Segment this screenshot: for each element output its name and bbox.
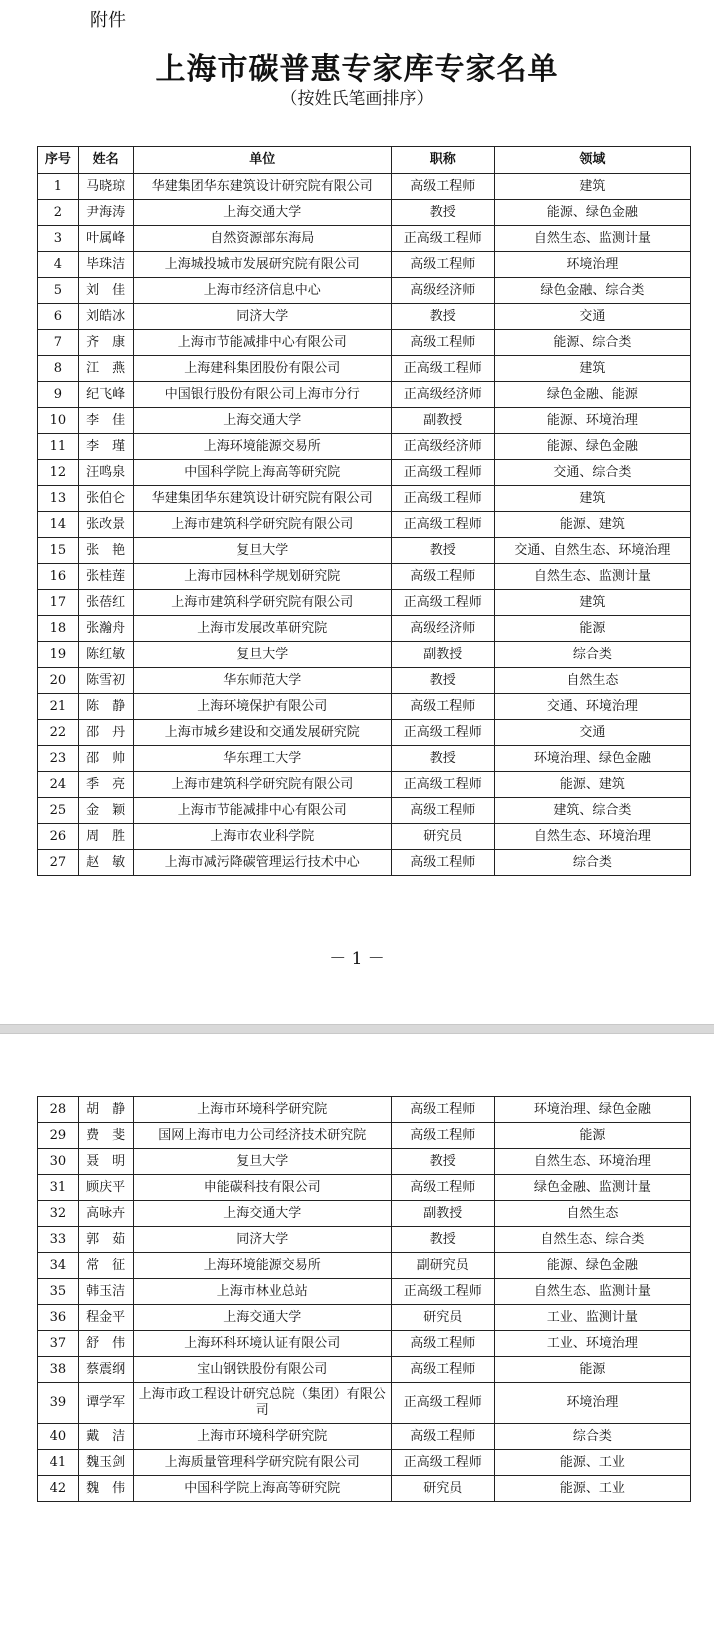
cell-field: 能源、建筑 [494, 772, 690, 798]
cell-field: 交通、综合类 [494, 460, 690, 486]
cell-org: 上海市建筑科学研究院有限公司 [133, 512, 391, 538]
cell-no: 26 [38, 824, 79, 850]
cell-title: 正高级工程师 [391, 1450, 494, 1476]
cell-no: 15 [38, 538, 79, 564]
cell-field: 能源、环境治理 [494, 408, 690, 434]
cell-field: 自然生态、环境治理 [494, 1149, 690, 1175]
table-body-page-1 [38, 174, 691, 876]
cell-name: 张瀚舟 [78, 616, 133, 642]
cell-no: 27 [38, 850, 79, 876]
cell-title: 高级工程师 [391, 1097, 494, 1123]
cell-org: 复旦大学 [133, 642, 391, 668]
cell-name: 刘 佳 [78, 278, 133, 304]
page-number: － 1 － [329, 949, 385, 969]
cell-no: 21 [38, 694, 79, 720]
cell-field: 建筑、综合类 [494, 798, 690, 824]
cell-name: 郭 茹 [78, 1227, 133, 1253]
cell-org: 上海市发展改革研究院 [133, 616, 391, 642]
cell-title: 副研究员 [391, 1253, 494, 1279]
cell-no: 5 [38, 278, 79, 304]
cell-field: 工业、环境治理 [494, 1331, 690, 1357]
cell-no: 42 [38, 1476, 79, 1502]
table-row [38, 1201, 691, 1227]
cell-title: 副教授 [391, 1201, 494, 1227]
cell-title: 正高级工程师 [391, 356, 494, 382]
cell-no: 32 [38, 1201, 79, 1227]
table-row [38, 668, 691, 694]
cell-title: 正高级工程师 [391, 590, 494, 616]
table-row [38, 460, 691, 486]
cell-field: 建筑 [494, 590, 690, 616]
cell-org: 上海建科集团股份有限公司 [133, 356, 391, 382]
cell-org: 中国银行股份有限公司上海市分行 [133, 382, 391, 408]
cell-no: 3 [38, 226, 79, 252]
cell-no: 40 [38, 1424, 79, 1450]
cell-no: 7 [38, 330, 79, 356]
cell-field: 自然生态 [494, 668, 690, 694]
table-body-page-2 [38, 1097, 691, 1502]
cell-org: 上海市环境科学研究院 [133, 1097, 391, 1123]
cell-name: 齐 康 [78, 330, 133, 356]
table-row [38, 356, 691, 382]
cell-name: 程金平 [78, 1305, 133, 1331]
cell-no: 8 [38, 356, 79, 382]
table-row [38, 174, 691, 200]
cell-title: 高级工程师 [391, 330, 494, 356]
table-row [38, 1227, 691, 1253]
cell-field: 环境治理、绿色金融 [494, 1097, 690, 1123]
cell-name: 戴 洁 [78, 1424, 133, 1450]
cell-title: 高级工程师 [391, 1357, 494, 1383]
cell-no: 20 [38, 668, 79, 694]
page-subtitle: （按姓氏笔画排序） [280, 89, 434, 109]
cell-title: 教授 [391, 746, 494, 772]
cell-no: 10 [38, 408, 79, 434]
table-row [38, 1097, 691, 1123]
table-row [38, 850, 691, 876]
table-row [38, 1450, 691, 1476]
cell-no: 11 [38, 434, 79, 460]
cell-title: 研究员 [391, 1305, 494, 1331]
cell-name: 蔡震纲 [78, 1357, 133, 1383]
expert-table-page-2 [37, 1096, 691, 1502]
cell-title: 教授 [391, 668, 494, 694]
cell-title: 正高级工程师 [391, 226, 494, 252]
cell-org: 上海市林业总站 [133, 1279, 391, 1305]
table-row [38, 1357, 691, 1383]
cell-org: 上海环科环境认证有限公司 [133, 1331, 391, 1357]
table-row [38, 226, 691, 252]
table-row [38, 772, 691, 798]
cell-field: 绿色金融、监测计量 [494, 1175, 690, 1201]
cell-org: 上海环境保护有限公司 [133, 694, 391, 720]
cell-field: 能源、绿色金融 [494, 200, 690, 226]
cell-name: 胡 静 [78, 1097, 133, 1123]
column-header-field: 领域 [494, 147, 690, 174]
cell-title: 正高级工程师 [391, 772, 494, 798]
cell-org: 上海交通大学 [133, 1305, 391, 1331]
cell-field: 综合类 [494, 642, 690, 668]
cell-no: 6 [38, 304, 79, 330]
cell-field: 能源、绿色金融 [494, 434, 690, 460]
column-header-name: 姓名 [78, 147, 133, 174]
cell-field: 交通、自然生态、环境治理 [494, 538, 690, 564]
table-row [38, 434, 691, 460]
table-row [38, 1305, 691, 1331]
cell-field: 综合类 [494, 1424, 690, 1450]
cell-name: 邵 丹 [78, 720, 133, 746]
cell-org: 国网上海市电力公司经济技术研究院 [133, 1123, 391, 1149]
cell-name: 李 瑾 [78, 434, 133, 460]
cell-field: 自然生态、监测计量 [494, 564, 690, 590]
cell-name: 谭学军 [78, 1383, 133, 1424]
table-row [38, 590, 691, 616]
table-row [38, 1175, 691, 1201]
cell-name: 魏 伟 [78, 1476, 133, 1502]
cell-field: 建筑 [494, 356, 690, 382]
table-row [38, 330, 691, 356]
cell-org: 上海市农业科学院 [133, 824, 391, 850]
table-row [38, 1331, 691, 1357]
cell-no: 31 [38, 1175, 79, 1201]
table-row [38, 746, 691, 772]
cell-name: 舒 伟 [78, 1331, 133, 1357]
cell-field: 能源、绿色金融 [494, 1253, 690, 1279]
table-row [38, 252, 691, 278]
cell-name: 刘皓冰 [78, 304, 133, 330]
cell-name: 张改景 [78, 512, 133, 538]
cell-title: 高级工程师 [391, 174, 494, 200]
table-row [38, 200, 691, 226]
table-row [38, 382, 691, 408]
cell-field: 能源 [494, 1123, 690, 1149]
cell-no: 36 [38, 1305, 79, 1331]
cell-title: 正高级工程师 [391, 512, 494, 538]
cell-title: 高级工程师 [391, 1175, 494, 1201]
cell-title: 正高级经济师 [391, 434, 494, 460]
cell-title: 高级工程师 [391, 694, 494, 720]
cell-no: 37 [38, 1331, 79, 1357]
cell-field: 能源、综合类 [494, 330, 690, 356]
cell-field: 能源、工业 [494, 1450, 690, 1476]
cell-name: 邵 帅 [78, 746, 133, 772]
expert-table-page-1 [37, 146, 691, 876]
cell-no: 35 [38, 1279, 79, 1305]
page-title: 上海市碳普惠专家库专家名单 [155, 52, 559, 87]
cell-name: 汪鸣泉 [78, 460, 133, 486]
cell-org: 上海市节能减排中心有限公司 [133, 798, 391, 824]
cell-field: 能源 [494, 1357, 690, 1383]
cell-title: 高级经济师 [391, 616, 494, 642]
cell-no: 34 [38, 1253, 79, 1279]
cell-no: 22 [38, 720, 79, 746]
table-row [38, 1123, 691, 1149]
cell-name: 马晓琼 [78, 174, 133, 200]
table-row [38, 1476, 691, 1502]
cell-name: 聂 明 [78, 1149, 133, 1175]
cell-title: 高级工程师 [391, 252, 494, 278]
cell-no: 39 [38, 1383, 79, 1424]
cell-field: 交通 [494, 720, 690, 746]
table-row [38, 486, 691, 512]
cell-no: 33 [38, 1227, 79, 1253]
cell-field: 交通、环境治理 [494, 694, 690, 720]
cell-name: 纪飞峰 [78, 382, 133, 408]
cell-org: 上海市环境科学研究院 [133, 1424, 391, 1450]
cell-no: 38 [38, 1357, 79, 1383]
table-row [38, 1279, 691, 1305]
cell-org: 同济大学 [133, 1227, 391, 1253]
table-row [38, 564, 691, 590]
cell-name: 张伯仑 [78, 486, 133, 512]
cell-title: 正高级工程师 [391, 1383, 494, 1424]
cell-field: 工业、监测计量 [494, 1305, 690, 1331]
cell-org: 同济大学 [133, 304, 391, 330]
cell-title: 正高级工程师 [391, 1279, 494, 1305]
cell-title: 研究员 [391, 1476, 494, 1502]
cell-name: 江 燕 [78, 356, 133, 382]
cell-name: 费 斐 [78, 1123, 133, 1149]
cell-org: 华建集团华东建筑设计研究院有限公司 [133, 174, 391, 200]
cell-org: 宝山钢铁股份有限公司 [133, 1357, 391, 1383]
cell-org: 上海市减污降碳管理运行技术中心 [133, 850, 391, 876]
cell-org: 自然资源部东海局 [133, 226, 391, 252]
cell-field: 建筑 [494, 174, 690, 200]
cell-field: 环境治理 [494, 1383, 690, 1424]
cell-no: 16 [38, 564, 79, 590]
cell-title: 教授 [391, 538, 494, 564]
cell-no: 41 [38, 1450, 79, 1476]
cell-no: 18 [38, 616, 79, 642]
cell-org: 上海市建筑科学研究院有限公司 [133, 590, 391, 616]
cell-title: 高级经济师 [391, 278, 494, 304]
table-row [38, 798, 691, 824]
cell-name: 常 征 [78, 1253, 133, 1279]
cell-name: 陈 静 [78, 694, 133, 720]
page-separator [0, 1024, 714, 1034]
cell-org: 复旦大学 [133, 538, 391, 564]
cell-name: 顾庆平 [78, 1175, 133, 1201]
cell-title: 教授 [391, 200, 494, 226]
table-row [38, 278, 691, 304]
cell-org: 上海交通大学 [133, 200, 391, 226]
cell-title: 正高级工程师 [391, 460, 494, 486]
cell-field: 能源、工业 [494, 1476, 690, 1502]
cell-org: 华东师范大学 [133, 668, 391, 694]
cell-org: 上海市政工程设计研究总院（集团）有限公司 [133, 1383, 391, 1424]
cell-field: 综合类 [494, 850, 690, 876]
cell-org: 上海市建筑科学研究院有限公司 [133, 772, 391, 798]
cell-no: 13 [38, 486, 79, 512]
cell-field: 绿色金融、能源 [494, 382, 690, 408]
table-row [38, 408, 691, 434]
cell-title: 教授 [391, 1149, 494, 1175]
cell-name: 陈红敏 [78, 642, 133, 668]
cell-field: 自然生态 [494, 1201, 690, 1227]
cell-field: 自然生态、环境治理 [494, 824, 690, 850]
table-row [38, 824, 691, 850]
attachment-label: 附件 [90, 10, 126, 31]
cell-name: 金 颖 [78, 798, 133, 824]
table-row [38, 1149, 691, 1175]
cell-org: 上海质量管理科学研究院有限公司 [133, 1450, 391, 1476]
cell-name: 周 胜 [78, 824, 133, 850]
cell-title: 高级工程师 [391, 1123, 494, 1149]
cell-no: 30 [38, 1149, 79, 1175]
cell-org: 华东理工大学 [133, 746, 391, 772]
cell-no: 28 [38, 1097, 79, 1123]
cell-no: 4 [38, 252, 79, 278]
cell-org: 上海市城乡建设和交通发展研究院 [133, 720, 391, 746]
table-row [38, 720, 691, 746]
table-row [38, 1383, 691, 1424]
cell-name: 李 佳 [78, 408, 133, 434]
cell-field: 能源、建筑 [494, 512, 690, 538]
column-header-no: 序号 [38, 147, 79, 174]
cell-name: 张蓓红 [78, 590, 133, 616]
cell-no: 17 [38, 590, 79, 616]
table-row [38, 1424, 691, 1450]
cell-org: 中国科学院上海高等研究院 [133, 460, 391, 486]
cell-name: 季 亮 [78, 772, 133, 798]
cell-title: 正高级经济师 [391, 382, 494, 408]
column-header-org: 单位 [133, 147, 391, 174]
table-row [38, 304, 691, 330]
cell-name: 韩玉洁 [78, 1279, 133, 1305]
cell-title: 副教授 [391, 408, 494, 434]
cell-no: 14 [38, 512, 79, 538]
cell-org: 复旦大学 [133, 1149, 391, 1175]
cell-field: 绿色金融、综合类 [494, 278, 690, 304]
cell-no: 12 [38, 460, 79, 486]
cell-no: 19 [38, 642, 79, 668]
cell-field: 自然生态、监测计量 [494, 226, 690, 252]
cell-title: 副教授 [391, 642, 494, 668]
cell-field: 建筑 [494, 486, 690, 512]
cell-name: 张 艳 [78, 538, 133, 564]
cell-title: 正高级工程师 [391, 720, 494, 746]
cell-title: 教授 [391, 304, 494, 330]
cell-name: 尹海涛 [78, 200, 133, 226]
cell-org: 上海交通大学 [133, 1201, 391, 1227]
cell-field: 自然生态、综合类 [494, 1227, 690, 1253]
cell-no: 1 [38, 174, 79, 200]
cell-field: 环境治理、绿色金融 [494, 746, 690, 772]
cell-org: 上海市园林科学规划研究院 [133, 564, 391, 590]
cell-field: 交通 [494, 304, 690, 330]
cell-name: 陈雪初 [78, 668, 133, 694]
cell-name: 高咏卉 [78, 1201, 133, 1227]
cell-org: 上海市节能减排中心有限公司 [133, 330, 391, 356]
cell-no: 23 [38, 746, 79, 772]
cell-name: 毕珠洁 [78, 252, 133, 278]
cell-title: 高级工程师 [391, 564, 494, 590]
cell-name: 叶属峰 [78, 226, 133, 252]
cell-org: 上海交通大学 [133, 408, 391, 434]
table-row [38, 694, 691, 720]
cell-field: 环境治理 [494, 252, 690, 278]
column-header-title: 职称 [391, 147, 494, 174]
cell-org: 上海环境能源交易所 [133, 1253, 391, 1279]
cell-field: 自然生态、监测计量 [494, 1279, 690, 1305]
cell-org: 上海城投城市发展研究院有限公司 [133, 252, 391, 278]
cell-org: 华建集团华东建筑设计研究院有限公司 [133, 486, 391, 512]
cell-no: 25 [38, 798, 79, 824]
cell-title: 研究员 [391, 824, 494, 850]
cell-org: 上海市经济信息中心 [133, 278, 391, 304]
table-row [38, 642, 691, 668]
cell-org: 上海环境能源交易所 [133, 434, 391, 460]
table-row [38, 616, 691, 642]
cell-title: 高级工程师 [391, 1424, 494, 1450]
cell-org: 中国科学院上海高等研究院 [133, 1476, 391, 1502]
cell-org: 申能碳科技有限公司 [133, 1175, 391, 1201]
cell-name: 赵 敏 [78, 850, 133, 876]
table-header-row [38, 147, 691, 174]
cell-no: 29 [38, 1123, 79, 1149]
cell-name: 魏玉剑 [78, 1450, 133, 1476]
cell-title: 高级工程师 [391, 798, 494, 824]
cell-title: 正高级工程师 [391, 486, 494, 512]
cell-no: 9 [38, 382, 79, 408]
cell-title: 高级工程师 [391, 1331, 494, 1357]
cell-field: 能源 [494, 616, 690, 642]
table-row [38, 512, 691, 538]
table-row [38, 538, 691, 564]
cell-no: 2 [38, 200, 79, 226]
cell-title: 教授 [391, 1227, 494, 1253]
cell-title: 高级工程师 [391, 850, 494, 876]
cell-no: 24 [38, 772, 79, 798]
cell-name: 张桂莲 [78, 564, 133, 590]
table-row [38, 1253, 691, 1279]
